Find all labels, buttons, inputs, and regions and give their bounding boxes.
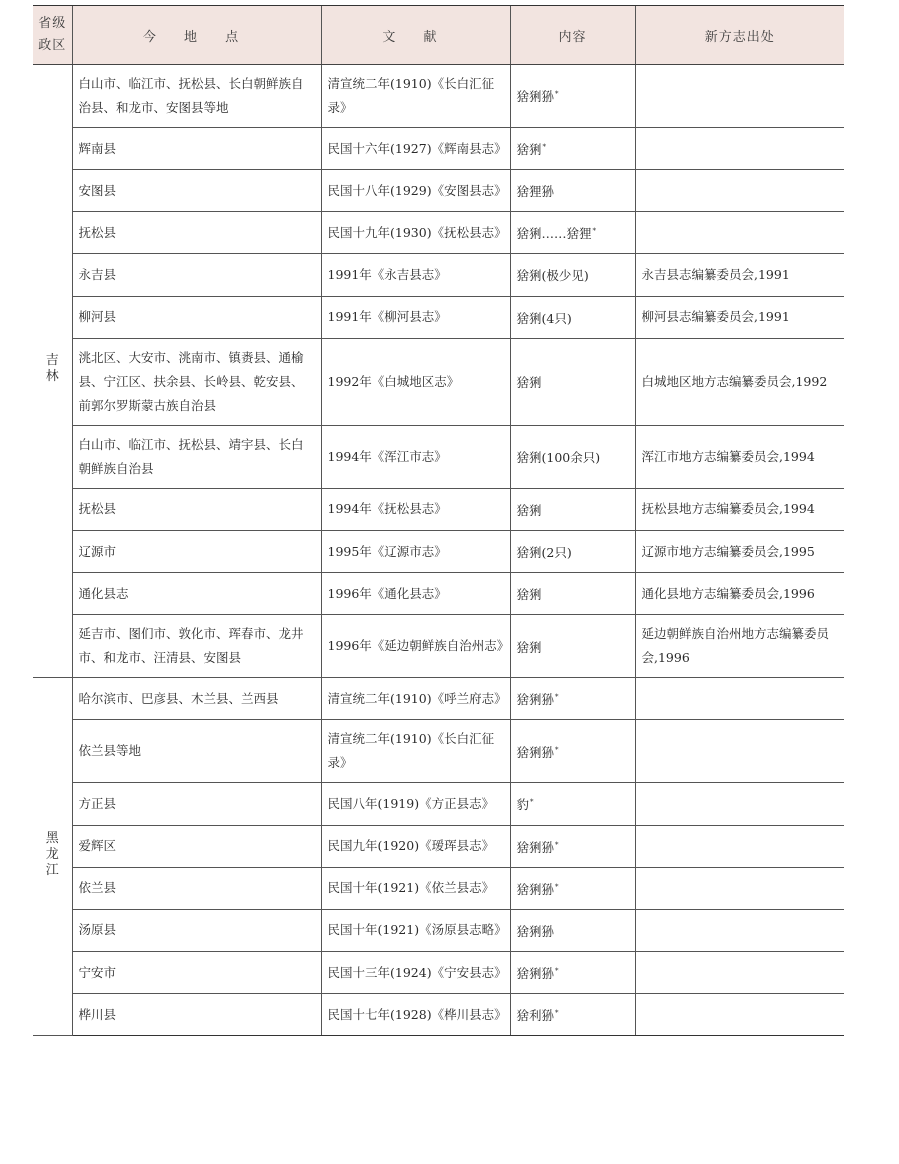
- header-content: 内容: [510, 6, 635, 65]
- place-cell: 方正县: [72, 783, 321, 825]
- content-cell: 猞狸狲: [510, 170, 635, 212]
- document-cell: 民国十八年(1929)《安图县志》: [321, 170, 510, 212]
- table-header: [33, 6, 844, 65]
- new-source-cell: [635, 867, 844, 909]
- note-mark: *: [555, 967, 559, 976]
- header-province: 省级政区: [33, 6, 72, 65]
- content-cell: 猞猁狲*: [510, 867, 635, 909]
- new-source-cell: [635, 825, 844, 867]
- header-new-source: 新方志出处: [635, 6, 844, 65]
- table-row: [33, 952, 844, 994]
- header-place: 今 地 点: [72, 6, 321, 65]
- table-row: [33, 254, 844, 296]
- place-cell: 永吉县: [72, 254, 321, 296]
- note-mark: *: [555, 840, 559, 849]
- note-mark: *: [530, 798, 534, 807]
- table-row: [33, 783, 844, 825]
- document-cell: 清宣统二年(1910)《长白汇征录》: [321, 65, 510, 128]
- document-cell: 民国八年(1919)《方正县志》: [321, 783, 510, 825]
- note-mark: *: [555, 745, 559, 754]
- new-source-cell: 辽源市地方志编纂委员会,1995: [635, 530, 844, 572]
- place-cell: 依兰县等地: [72, 720, 321, 783]
- new-source-cell: [635, 909, 844, 951]
- province-cell: 吉林: [33, 65, 72, 678]
- content-cell: 猞猁……猞狸*: [510, 212, 635, 254]
- records-table: [33, 5, 844, 1036]
- new-source-cell: [635, 65, 844, 128]
- place-cell: 辉南县: [72, 128, 321, 170]
- new-source-cell: [635, 952, 844, 994]
- table-row: [33, 212, 844, 254]
- document-cell: 民国十七年(1928)《桦川县志》: [321, 994, 510, 1036]
- table-row: [33, 530, 844, 572]
- document-cell: 民国十九年(1930)《抚松县志》: [321, 212, 510, 254]
- table-row: [33, 488, 844, 530]
- table-container: [33, 5, 844, 1036]
- place-cell: 白山市、临江市、抚松县、靖宇县、长白朝鲜族自治县: [72, 425, 321, 488]
- content-cell: 猞猁: [510, 488, 635, 530]
- content-cell: 猞猁: [510, 615, 635, 678]
- note-mark: *: [555, 693, 559, 702]
- table-row: [33, 338, 844, 425]
- table-row: [33, 573, 844, 615]
- new-source-cell: 柳河县志编纂委员会,1991: [635, 296, 844, 338]
- document-cell: 民国十年(1921)《依兰县志》: [321, 867, 510, 909]
- content-cell: 猞利狲*: [510, 994, 635, 1036]
- note-mark: *: [555, 1009, 559, 1018]
- table-row: [33, 615, 844, 678]
- note-mark: *: [555, 882, 559, 891]
- document-cell: 民国九年(1920)《瑷珲县志》: [321, 825, 510, 867]
- document-cell: 清宣统二年(1910)《长白汇征录》: [321, 720, 510, 783]
- document-cell: 民国十六年(1927)《辉南县志》: [321, 128, 510, 170]
- content-cell: 猞猁狲: [510, 909, 635, 951]
- header-document: 文 献: [321, 6, 510, 65]
- note-mark: *: [555, 90, 559, 99]
- province-cell: 黑龙江: [33, 678, 72, 1036]
- document-cell: 1996年《通化县志》: [321, 573, 510, 615]
- place-cell: 延吉市、图们市、敦化市、珲春市、龙井市、和龙市、汪清县、安图县: [72, 615, 321, 678]
- table-row: [33, 425, 844, 488]
- content-cell: 猞猁(4只): [510, 296, 635, 338]
- table-row: [33, 296, 844, 338]
- new-source-cell: [635, 994, 844, 1036]
- new-source-cell: 白城地区地方志编纂委员会,1992: [635, 338, 844, 425]
- new-source-cell: [635, 170, 844, 212]
- content-cell: 猞猁(100余只): [510, 425, 635, 488]
- place-cell: 汤原县: [72, 909, 321, 951]
- place-cell: 白山市、临江市、抚松县、长白朝鲜族自治县、和龙市、安图县等地: [72, 65, 321, 128]
- place-cell: 辽源市: [72, 530, 321, 572]
- place-cell: 通化县志: [72, 573, 321, 615]
- table-row: [33, 909, 844, 951]
- table-row: [33, 994, 844, 1036]
- document-cell: 清宣统二年(1910)《呼兰府志》: [321, 678, 510, 720]
- table-row: [33, 65, 844, 128]
- document-cell: 民国十年(1921)《汤原县志略》: [321, 909, 510, 951]
- document-cell: 民国十三年(1924)《宁安县志》: [321, 952, 510, 994]
- document-cell: 1991年《柳河县志》: [321, 296, 510, 338]
- new-source-cell: [635, 128, 844, 170]
- place-cell: 依兰县: [72, 867, 321, 909]
- content-cell: 猞猁(极少见): [510, 254, 635, 296]
- content-cell: 猞猁*: [510, 128, 635, 170]
- document-cell: 1992年《白城地区志》: [321, 338, 510, 425]
- header-row: [33, 6, 844, 65]
- content-cell: 猞猁狲*: [510, 825, 635, 867]
- place-cell: 爱辉区: [72, 825, 321, 867]
- new-source-cell: 通化县地方志编纂委员会,1996: [635, 573, 844, 615]
- new-source-cell: 抚松县地方志编纂委员会,1994: [635, 488, 844, 530]
- place-cell: 柳河县: [72, 296, 321, 338]
- place-cell: 抚松县: [72, 488, 321, 530]
- new-source-cell: [635, 783, 844, 825]
- document-cell: 1994年《浑江市志》: [321, 425, 510, 488]
- note-mark: *: [592, 227, 597, 236]
- content-cell: 猞猁狲*: [510, 952, 635, 994]
- document-cell: 1996年《延边朝鲜族自治州志》: [321, 615, 510, 678]
- content-cell: 豹*: [510, 783, 635, 825]
- place-cell: 抚松县: [72, 212, 321, 254]
- note-mark: *: [542, 143, 547, 151]
- new-source-cell: [635, 678, 844, 720]
- place-cell: 桦川县: [72, 994, 321, 1036]
- table-row: [33, 170, 844, 212]
- place-cell: 安图县: [72, 170, 321, 212]
- content-cell: 猞猁: [510, 338, 635, 425]
- content-cell: 猞猁狲*: [510, 720, 635, 783]
- table-row: [33, 720, 844, 783]
- content-cell: 猞猁(2只): [510, 530, 635, 572]
- place-cell: 哈尔滨市、巴彦县、木兰县、兰西县: [72, 678, 321, 720]
- place-cell: 洮北区、大安市、洮南市、镇赉县、通榆县、宁江区、扶余县、长岭县、乾安县、前郭尔罗斯蒙古族自治县: [72, 338, 321, 425]
- table-row: [33, 867, 844, 909]
- new-source-cell: [635, 720, 844, 783]
- table-body: [33, 65, 844, 1036]
- table-row: [33, 825, 844, 867]
- content-cell: 猞猁狲*: [510, 65, 635, 128]
- new-source-cell: [635, 212, 844, 254]
- table-row: [33, 678, 844, 720]
- new-source-cell: 永吉县志编纂委员会,1991: [635, 254, 844, 296]
- new-source-cell: 浑江市地方志编纂委员会,1994: [635, 425, 844, 488]
- table-row: [33, 128, 844, 170]
- document-cell: 1994年《抚松县志》: [321, 488, 510, 530]
- document-cell: 1991年《永吉县志》: [321, 254, 510, 296]
- new-source-cell: 延边朝鲜族自治州地方志编纂委员会,1996: [635, 615, 844, 678]
- content-cell: 猞猁狲*: [510, 678, 635, 720]
- place-cell: 宁安市: [72, 952, 321, 994]
- content-cell: 猞猁: [510, 573, 635, 615]
- document-cell: 1995年《辽源市志》: [321, 530, 510, 572]
